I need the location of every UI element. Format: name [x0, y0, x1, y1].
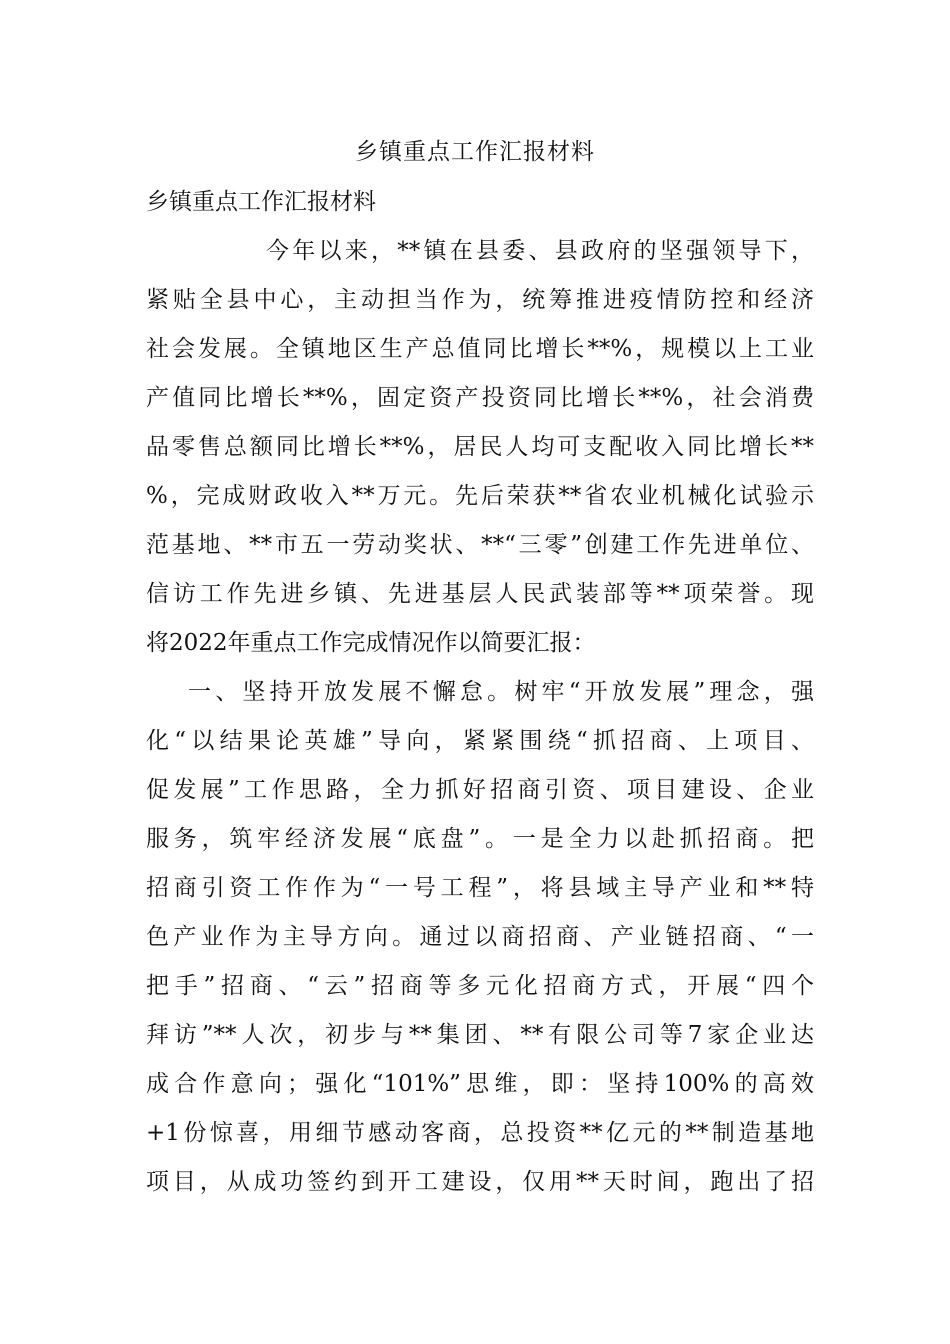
paragraph-line: 范基地、**市五一劳动奖状、**“三零”创建工作先进单位、 [146, 532, 814, 558]
paragraph-line: 拜访”**人次，初步与**集团、**有限公司等7家企业达 [146, 1022, 814, 1048]
paragraph-line: 一、坚持开放发展不懈怠。树牢“开放发展”理念，强 [188, 679, 814, 705]
paragraph-line: 成合作意向；强化“101%”思维，即：坚持100%的高效 [146, 1071, 814, 1097]
paragraph-line: 招商引资工作作为“一号工程”，将县域主导产业和**特 [146, 875, 814, 901]
paragraph-line: 将2022年重点工作完成情况作以简要汇报： [146, 630, 596, 656]
document-body [146, 178, 814, 1207]
paragraph-line: 今年以来，**镇在县委、县政府的坚强领导下， [266, 238, 814, 264]
paragraph-line: 社会发展。全镇地区生产总值同比增长**%，规模以上工业 [146, 336, 814, 362]
paragraph-line: 品零售总额同比增长**%，居民人均可支配收入同比增长** [146, 434, 814, 460]
paragraph-line: 项目，从成功签约到开工建设，仅用**天时间，跑出了招 [146, 1169, 814, 1195]
paragraph-line: 服务，筑牢经济发展“底盘”。一是全力以赴抓招商。把 [146, 826, 814, 852]
paragraph-line: 紧贴全县中心，主动担当作为，统筹推进疫情防控和经济 [146, 287, 814, 313]
paragraph-line: 色产业作为主导方向。通过以商招商、产业链招商、“一 [146, 924, 814, 950]
document-title: 乡镇重点工作汇报材料 [355, 139, 595, 165]
paragraph-line: 把手”招商、“云”招商等多元化招商方式，开展“四个 [146, 973, 814, 999]
paragraph-line: +1份惊喜，用细节感动客商，总投资**亿元的**制造基地 [146, 1120, 814, 1146]
document-subtitle: 乡镇重点工作汇报材料 [146, 189, 376, 215]
paragraph-line: 化“以结果论英雄”导向，紧紧围绕“抓招商、上项目、 [146, 728, 814, 754]
paragraph-line: 产值同比增长**%，固定资产投资同比增长**%，社会消费 [146, 385, 814, 411]
paragraph-line: 促发展”工作思路，全力抓好招商引资、项目建设、企业 [146, 777, 814, 803]
paragraph-line: %，完成财政收入**万元。先后荣获**省农业机械化试验示 [146, 483, 814, 509]
paragraph-line: 信访工作先进乡镇、先进基层人民武装部等**项荣誉。现 [146, 581, 814, 607]
